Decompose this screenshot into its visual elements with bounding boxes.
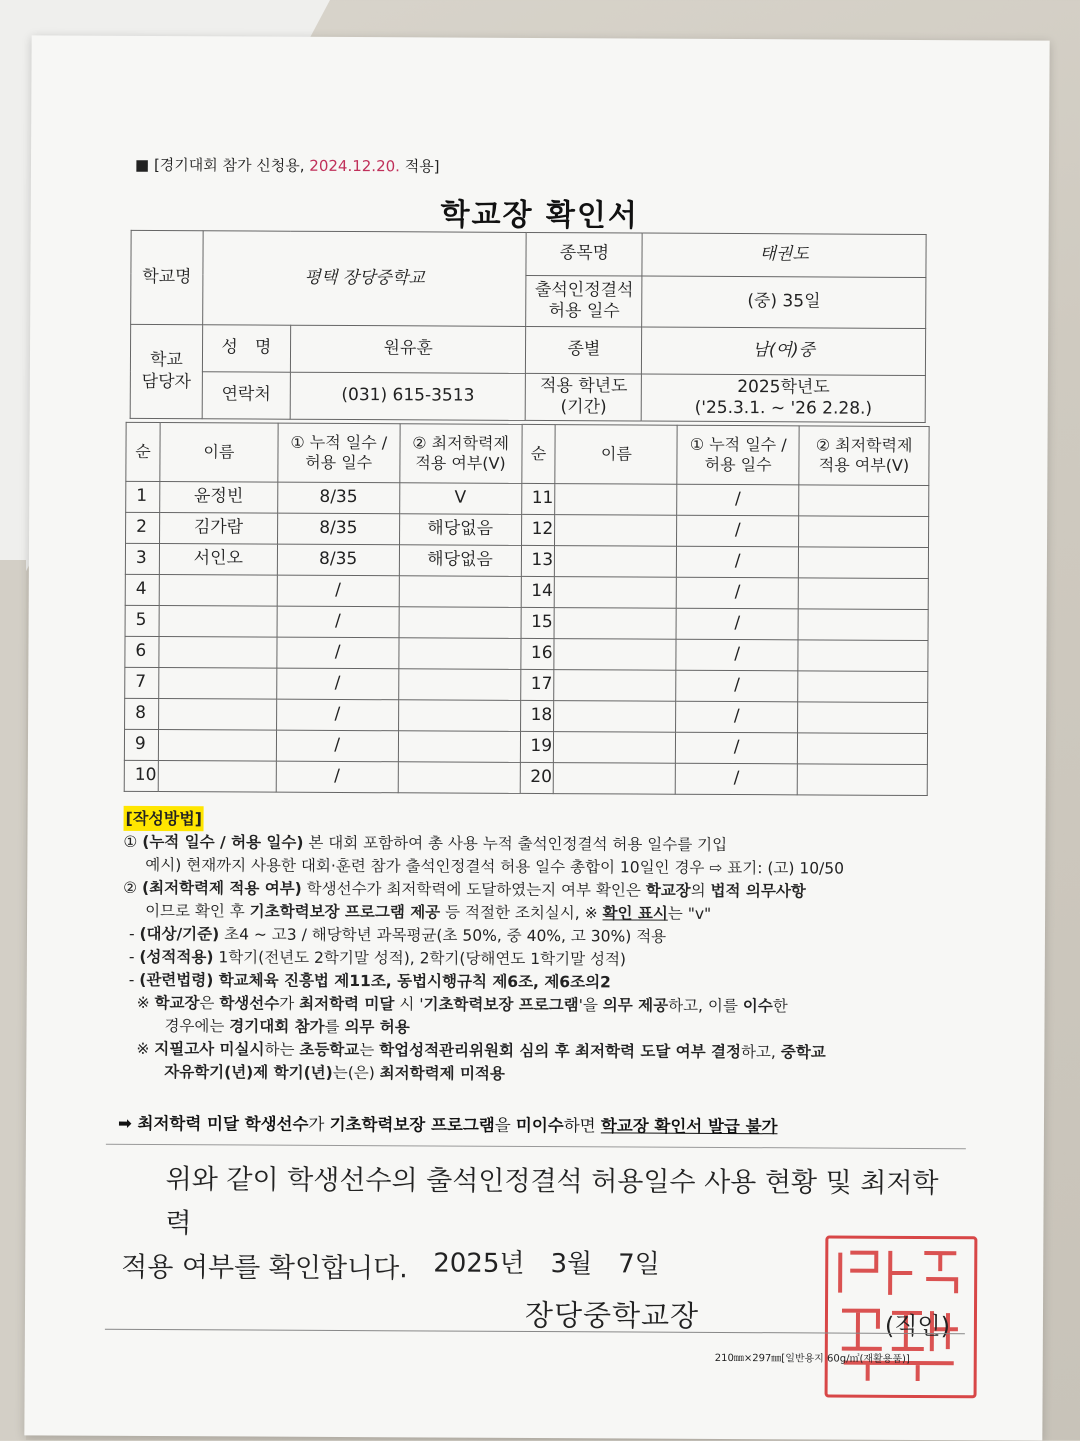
row-min (399, 638, 521, 670)
allowed-label-2: 허용 일수 (548, 301, 620, 322)
note-2-mark: 확인 표시 (602, 904, 668, 923)
col-min-1: ② 최저학력제 (412, 433, 510, 453)
row-days: / (676, 639, 798, 671)
header-marker: ■ (134, 155, 150, 174)
name-label: 성 명 (202, 325, 290, 372)
bullet-grades-key: (성적적용) (139, 947, 214, 967)
r1-c: 은 (199, 994, 220, 1013)
row-no: 5 (125, 605, 159, 636)
row-name (554, 701, 676, 733)
row-no: 17 (520, 669, 554, 700)
row-days: / (677, 546, 799, 578)
row-days: / (676, 577, 798, 609)
col-days-1: ① 누적 일수 / (290, 432, 388, 453)
contact-value: (031) 615-3513 (290, 372, 526, 420)
table-row (125, 605, 928, 640)
confirm-line-1: 위와 같이 학생선수의 출석인정결석 허용일수 사용 현황 및 최저학력 (165, 1164, 939, 1240)
ref-note-2-cont (122, 1061, 942, 1088)
school-value: 평택 장당중학교 (203, 231, 527, 327)
r2-c: 하는 (264, 1040, 300, 1059)
row-name (554, 639, 676, 671)
manager-label-1: 학교 (149, 350, 183, 371)
gender-value: 남(여)중 (642, 327, 926, 375)
header-date: 2024.12.20. (309, 156, 401, 176)
info-table (130, 230, 927, 423)
note-2-k: 는 "v" (667, 904, 712, 923)
r2-f: 학업성적관리위원회 심의 후 최저학력 도달 여부 결정 (379, 1041, 742, 1062)
r1-m: 한 (772, 997, 788, 1016)
r1-o: 경기대회 참가 (229, 1017, 325, 1036)
row-min (799, 516, 929, 548)
r1-e: 가 (279, 994, 300, 1013)
row-name: 윤정빈 (160, 482, 278, 514)
r1-l: 이수 (742, 997, 773, 1016)
row-min (398, 731, 520, 763)
note-2-i: 등 적절한 조치실시, ※ (440, 903, 603, 923)
signer: 장당중학교장 (524, 1297, 700, 1333)
row-name (554, 763, 676, 795)
col-days-2-right: 허용 일수 (704, 454, 772, 475)
table-row (125, 636, 928, 671)
year-value (641, 374, 925, 422)
col-name-header: 이름 (160, 423, 278, 483)
final-f: 하면 (563, 1116, 601, 1136)
gender-label: 종별 (526, 326, 642, 374)
instructions-title: [작성방법] (124, 806, 205, 831)
school-label: 학교명 (131, 230, 203, 324)
table-row (125, 574, 928, 609)
row-no: 11 (521, 483, 555, 514)
row-min (799, 485, 929, 517)
ref-mark-2: ※ (136, 1039, 155, 1059)
col-days-1-right: ① 누적 일수 / (689, 434, 787, 455)
row-days: / (676, 763, 798, 795)
allowed-days-value: (중) 35일 (642, 276, 926, 328)
note-2-principal: 학교장 (645, 881, 691, 900)
allowed-label-1: 출석인정결석 (534, 279, 634, 301)
row-no: 2 (126, 512, 160, 543)
paper-size-note: 210㎜×297㎜[일반용지 60g/㎡(재활용품)] (714, 1352, 910, 1365)
row-days: / (276, 730, 398, 762)
col-min-header (400, 424, 522, 484)
final-a: 최저학력 미달 학생선수 (131, 1113, 309, 1134)
r1-n: 경우에는 (164, 1017, 230, 1036)
final-g: 학교장 확인서 발급 불가 (600, 1116, 778, 1137)
table-row (124, 729, 927, 764)
col-min-2: 적용 여부(V) (415, 453, 506, 473)
row-days: 8/35 (277, 513, 399, 545)
header-prefix: [경기대회 참가 신청용, (153, 155, 310, 175)
r2-d: 초등학교 (299, 1040, 360, 1060)
row-min (798, 671, 928, 703)
row-days: / (676, 732, 798, 764)
col-name-header-right: 이름 (555, 425, 677, 485)
row-days: / (277, 606, 399, 638)
row-name (159, 699, 277, 731)
instructions (122, 806, 943, 1088)
row-days: / (676, 701, 798, 733)
bullet-dash-2: - (128, 947, 140, 966)
row-no: 14 (521, 576, 555, 607)
row-min (399, 607, 521, 639)
note-2-particle: 의 (690, 881, 711, 900)
r1-d: 학생선수 (219, 994, 280, 1013)
r1-b: 학교장 (154, 994, 200, 1013)
row-days: / (276, 761, 398, 793)
seal-label: (직인) (884, 1311, 951, 1341)
players-table (124, 422, 930, 796)
note-2-key: (최저학력제 적용 여부) (141, 878, 302, 898)
note-2-program: 기초학력보장 프로그램 제공 (249, 902, 441, 922)
bullet-dash-3: - (128, 970, 140, 989)
row-no: 4 (125, 574, 159, 605)
final-b: 가 (308, 1114, 330, 1134)
r1-k: 하고, 이를 (668, 996, 743, 1016)
row-no: 3 (125, 543, 159, 574)
document-sheet (24, 35, 1049, 1440)
header-suffix: 적용] (399, 157, 440, 176)
r2-i: 자유학기(년)제 학기(년) (164, 1063, 333, 1082)
col-min-2-right: 적용 여부(V) (818, 455, 910, 475)
year-label (526, 373, 642, 421)
row-no: 6 (125, 636, 159, 667)
row-no: 16 (520, 638, 554, 669)
col-days-header (278, 423, 400, 483)
col-days-2: 허용 일수 (305, 452, 373, 473)
final-d: 을 (494, 1115, 516, 1135)
row-min (798, 702, 928, 734)
row-min (797, 764, 927, 796)
row-name (158, 761, 276, 793)
contact-label: 연락처 (202, 372, 290, 419)
desk-edge (0, 560, 26, 1440)
row-no: 9 (124, 729, 158, 760)
row-name (159, 575, 277, 607)
note-1-num: ① (123, 832, 143, 851)
row-name (554, 732, 676, 764)
event-value: 태권도 (642, 233, 926, 277)
col-min-1-right: ② 최저학력제 (815, 435, 913, 455)
row-min (398, 700, 520, 732)
row-days: / (276, 699, 398, 731)
row-name (159, 668, 277, 700)
row-no: 20 (520, 762, 554, 793)
r1-h: 기초학력보장 프로그램 (423, 995, 579, 1015)
table-row (125, 667, 928, 702)
col-min-header-right (799, 426, 929, 486)
row-days: / (676, 670, 798, 702)
bullet-law-text: (관련법령) 학교체육 진흥법 제11조, 동법시행규칙 제6조, 제6조의2 (139, 970, 611, 992)
row-no: 10 (124, 760, 158, 791)
row-days: / (277, 575, 399, 607)
row-no: 8 (125, 698, 159, 729)
r1-j: 의무 제공 (602, 996, 669, 1015)
r2-g: 하고, (740, 1043, 781, 1062)
manager-label (130, 324, 202, 418)
form-header (135, 154, 440, 177)
year-label-1: 적용 학년도 (539, 375, 628, 397)
allowed-days-label (526, 275, 642, 327)
row-no: 13 (521, 545, 555, 576)
row-no: 12 (521, 514, 555, 545)
table-row (125, 543, 928, 578)
row-min (398, 669, 520, 701)
divider (106, 1144, 966, 1150)
col-no-header: 순 (126, 422, 160, 481)
final-warning (118, 1110, 778, 1137)
row-min: 해당없음 (399, 545, 521, 577)
note-2-text: 학생선수가 최저학력에 도달하였는지 여부 확인은 (301, 879, 646, 900)
confirm-line-2: 적용 여부를 확인합니다. (121, 1251, 408, 1285)
bullet-dash-1: - (128, 924, 140, 943)
year-label-2: (기간) (560, 397, 607, 418)
row-days: / (277, 668, 399, 700)
row-name (555, 608, 677, 640)
bullet-target-text: 초4 ~ 고3 / 해당학년 과목평균(초 50%, 중 40%, 고 30%) 적용 (219, 925, 667, 946)
event-label: 종목명 (526, 232, 642, 276)
col-no-header-right: 순 (521, 424, 555, 483)
bullet-grades-text: 1학기(전년도 2학기말 성적), 2학기(당해연도 1학기말 성적) (213, 948, 627, 969)
row-name (158, 730, 276, 762)
note-2-g: 이므로 확인 후 (145, 901, 250, 921)
table-row (125, 698, 928, 733)
row-no: 15 (521, 607, 555, 638)
row-name (555, 546, 677, 578)
ref-mark-1: ※ (136, 993, 155, 1013)
row-days: / (677, 484, 799, 516)
row-min: V (399, 483, 521, 515)
row-min: 해당없음 (399, 514, 521, 546)
row-no: 18 (520, 700, 554, 731)
row-min (798, 578, 928, 610)
row-name (555, 577, 677, 609)
bullet-target-key: (대상/기준) (139, 924, 220, 944)
row-name (159, 606, 277, 638)
row-min (399, 576, 521, 608)
note-1-example: 예시) 현재까지 사용한 대회·훈련 참가 출석인정결석 허용 일수 총합이 10일인 경우 ⇨ 표기: (고) 10/50 (145, 855, 845, 878)
r1-i: '을 (578, 996, 603, 1015)
row-min (398, 762, 520, 794)
r2-h: 중학교 (780, 1043, 826, 1062)
table-row (126, 512, 929, 547)
r1-g: 시 ' (394, 995, 424, 1014)
row-days: 8/35 (277, 544, 399, 576)
note-2-duty: 법적 의무사항 (710, 881, 806, 901)
row-days: / (277, 637, 399, 669)
row-name (555, 515, 677, 547)
row-name (555, 484, 677, 516)
r1-q: 의무 허용 (344, 1017, 410, 1037)
year-value-2: ('25.3.1. ~ '26 2.28.) (694, 397, 873, 419)
row-name: 서인오 (159, 544, 277, 576)
col-days-header-right (677, 425, 799, 485)
final-e: 미이수 (515, 1115, 564, 1136)
page-title: 학교장 확인서 (440, 197, 639, 234)
row-name (159, 637, 277, 669)
row-min (798, 640, 928, 672)
row-min (798, 547, 928, 579)
row-no: 1 (126, 481, 160, 512)
row-days: 8/35 (277, 482, 399, 514)
table-row (126, 481, 929, 516)
r2-e: 는 (359, 1041, 380, 1060)
table-row (124, 760, 927, 795)
row-min (798, 609, 928, 641)
arrow-icon: ➡ (117, 1113, 132, 1133)
row-days: / (677, 515, 799, 547)
name-value: 원유훈 (290, 325, 526, 373)
row-days: / (676, 608, 798, 640)
r1-f: 최저학력 미달 (299, 994, 395, 1014)
final-c: 기초학력보장 프로그램 (329, 1114, 495, 1135)
r1-p: 를 (324, 1017, 345, 1036)
r2-j: 는(은) (332, 1063, 380, 1083)
r2-b: 지필고사 미실시 (154, 1040, 265, 1059)
year-value-1: 2025학년도 (737, 376, 830, 398)
row-no: 19 (520, 731, 554, 762)
issue-date: 2025년 3월 7일 (433, 1248, 660, 1280)
row-no: 7 (125, 667, 159, 698)
note-1-key: (누적 일수 / 허용 일수) (142, 832, 304, 852)
row-name (554, 670, 676, 702)
note-1-text: 본 대회 포함하여 총 사용 누적 출석인정결석 허용 일수를 기입 (303, 833, 728, 854)
note-2-num: ② (123, 878, 143, 897)
manager-label-2: 담당자 (141, 371, 192, 392)
row-name: 김가람 (159, 513, 277, 545)
row-min (797, 733, 927, 765)
r2-k: 최저학력제 미적용 (379, 1064, 505, 1083)
